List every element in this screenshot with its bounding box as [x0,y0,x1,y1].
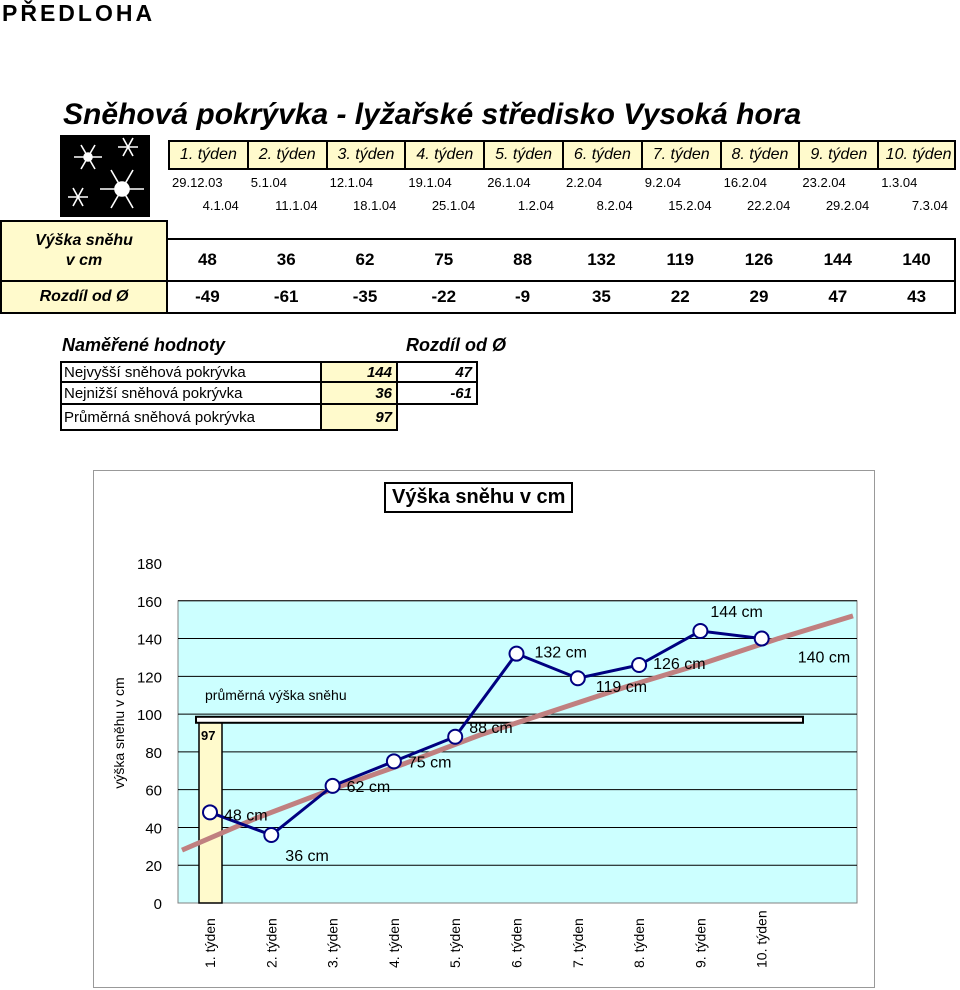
snow-height-label-line1: Výška sněhu [35,232,133,249]
snow-height-cell: 36 [276,250,296,269]
data-point [264,828,278,842]
week-end-date: 8.2.04 [596,198,633,213]
week-end-date: 22.2.04 [747,198,791,213]
week-end-date: 25.1.04 [431,198,476,213]
y-tick-label: 20 [145,858,162,876]
week-end-date: 7.3.04 [911,198,948,213]
y-tick-label: 160 [136,593,162,611]
x-tick-label: 2. týden [263,918,280,968]
y-tick-label: 40 [145,820,162,838]
measured-row-label: Průměrná sněhová pokrývka [60,405,322,431]
week-header-cell: 6. týden [564,142,643,168]
measured-row-diff: 47 [398,361,478,383]
difference-cell: 29 [749,287,769,306]
difference-cell: 47 [828,287,848,306]
difference-cell: 43 [907,287,927,306]
data-point [693,624,707,638]
measured-row-label: Nejvyšší sněhová pokrývka [60,361,322,383]
difference-cell: 35 [591,287,611,306]
week-end-date: 29.2.04 [825,198,870,213]
snow-height-label-line2: v cm [65,252,103,269]
chart-title: Výška sněhu v cm [384,482,573,513]
y-tick-label: 120 [136,669,162,687]
week-end-date: 18.1.04 [353,198,397,213]
week-start-date: 12.1.04 [329,175,373,190]
page-heading: PŘEDLOHA [2,0,156,26]
y-tick-label: 140 [136,631,162,649]
week-header-cell: 3. týden [328,142,407,168]
data-label: 62 cm [346,778,391,796]
x-tick-label: 8. týden [631,918,648,968]
page-title: Sněhová pokrývka - lyžařské středisko Vysoká hora [63,98,802,131]
week-start-date: 19.1.04 [408,175,452,190]
data-point [203,805,217,819]
snow-height-cell: 62 [355,250,375,269]
data-point [755,632,769,646]
data-point [387,754,401,768]
data-label: 140 cm [797,649,851,667]
week-header-cell: 5. týden [485,142,564,168]
week-start-date: 26.1.04 [487,175,531,190]
x-tick-label: 1. týden [202,918,218,968]
difference-label: Rozdíl od Ø [0,282,168,314]
snow-height-cell: 140 [902,250,931,269]
x-tick-label: 4. týden [385,918,402,968]
week-end-date: 11.1.04 [275,198,318,213]
y-axis-label: výška sněhu v cm [111,677,127,789]
measured-row-value: 97 [322,405,398,431]
measured-row-value: 36 [322,383,398,405]
week-start-date: 16.2.04 [723,175,767,190]
week-end-date: 4.1.04 [202,198,239,213]
measured-row-label: Nejnižší sněhová pokrývka [60,383,322,405]
week-header-cell: 10. týden [885,146,952,163]
snow-height-cell: 119 [666,250,694,269]
snow-height-cell: 48 [197,250,217,269]
week-header-cell: 2. týden [249,142,328,168]
x-tick-label: 5. týden [447,918,464,968]
x-tick-label: 7. týden [569,918,586,968]
difference-cell: 22 [670,287,690,306]
difference-cell: -35 [352,287,378,306]
week-end-date: 15.2.04 [668,198,712,213]
data-label: 144 cm [710,604,763,621]
measured-diff-heading: Rozdíl od Ø [406,335,506,355]
data-point [571,671,585,685]
y-tick-label: 100 [136,707,162,725]
snow-height-cell: 88 [513,250,533,269]
week-start-date: 1.3.04 [881,175,918,190]
difference-cell: -9 [515,287,531,306]
week-header-cell: 9. týden [800,142,879,168]
data-label: 48 cm [224,807,268,825]
average-bar-value: 97 [201,727,216,743]
data-label: 132 cm [534,644,587,662]
snow-height-cell: 144 [823,250,852,269]
week-start-date: 2.2.04 [566,175,603,190]
x-tick-label: 10. týden [753,910,770,968]
data-point [326,779,340,793]
measured-row-value: 144 [322,361,398,383]
y-tick-label: 0 [153,896,162,913]
y-tick-label: 180 [136,556,162,573]
data-label: 75 cm [407,754,452,772]
x-tick-label: 6. týden [508,918,525,968]
data-label: 36 cm [285,848,329,865]
measured-row-diff: -61 [398,383,478,405]
difference-cell: -61 [273,287,299,306]
week-end-date: 1.2.04 [517,198,554,213]
snow-height-cell: 126 [744,250,774,269]
snow-height-cell: 75 [434,250,454,269]
difference-cell: -22 [431,287,457,306]
data-label: 126 cm [653,656,706,673]
y-tick-label: 60 [145,782,162,800]
week-start-date: 5.1.04 [250,175,287,190]
data-point [510,647,524,661]
week-start-date: 9.2.04 [644,175,681,190]
data-label: 88 cm [469,719,513,737]
week-header-cell: 7. týden [643,142,722,168]
snow-height-cell: 132 [587,250,616,269]
y-tick-label: 80 [145,744,162,762]
x-tick-label: 9. týden [692,918,709,968]
x-tick-label: 3. týden [324,918,341,968]
data-point [448,730,462,744]
difference-cell: -49 [195,287,220,306]
week-start-date: 29.12.03 [172,175,223,190]
week-header-cell: 4. týden [406,142,485,168]
average-line-label: průměrná výška sněhu [205,686,347,703]
week-header-cell: 8. týden [722,142,801,168]
data-label: 119 cm [595,679,648,697]
week-header-cell: 1. týden [170,142,249,168]
data-point [632,658,646,672]
week-start-date: 23.2.04 [802,175,846,190]
measured-heading: Naměřené hodnoty [62,335,226,355]
